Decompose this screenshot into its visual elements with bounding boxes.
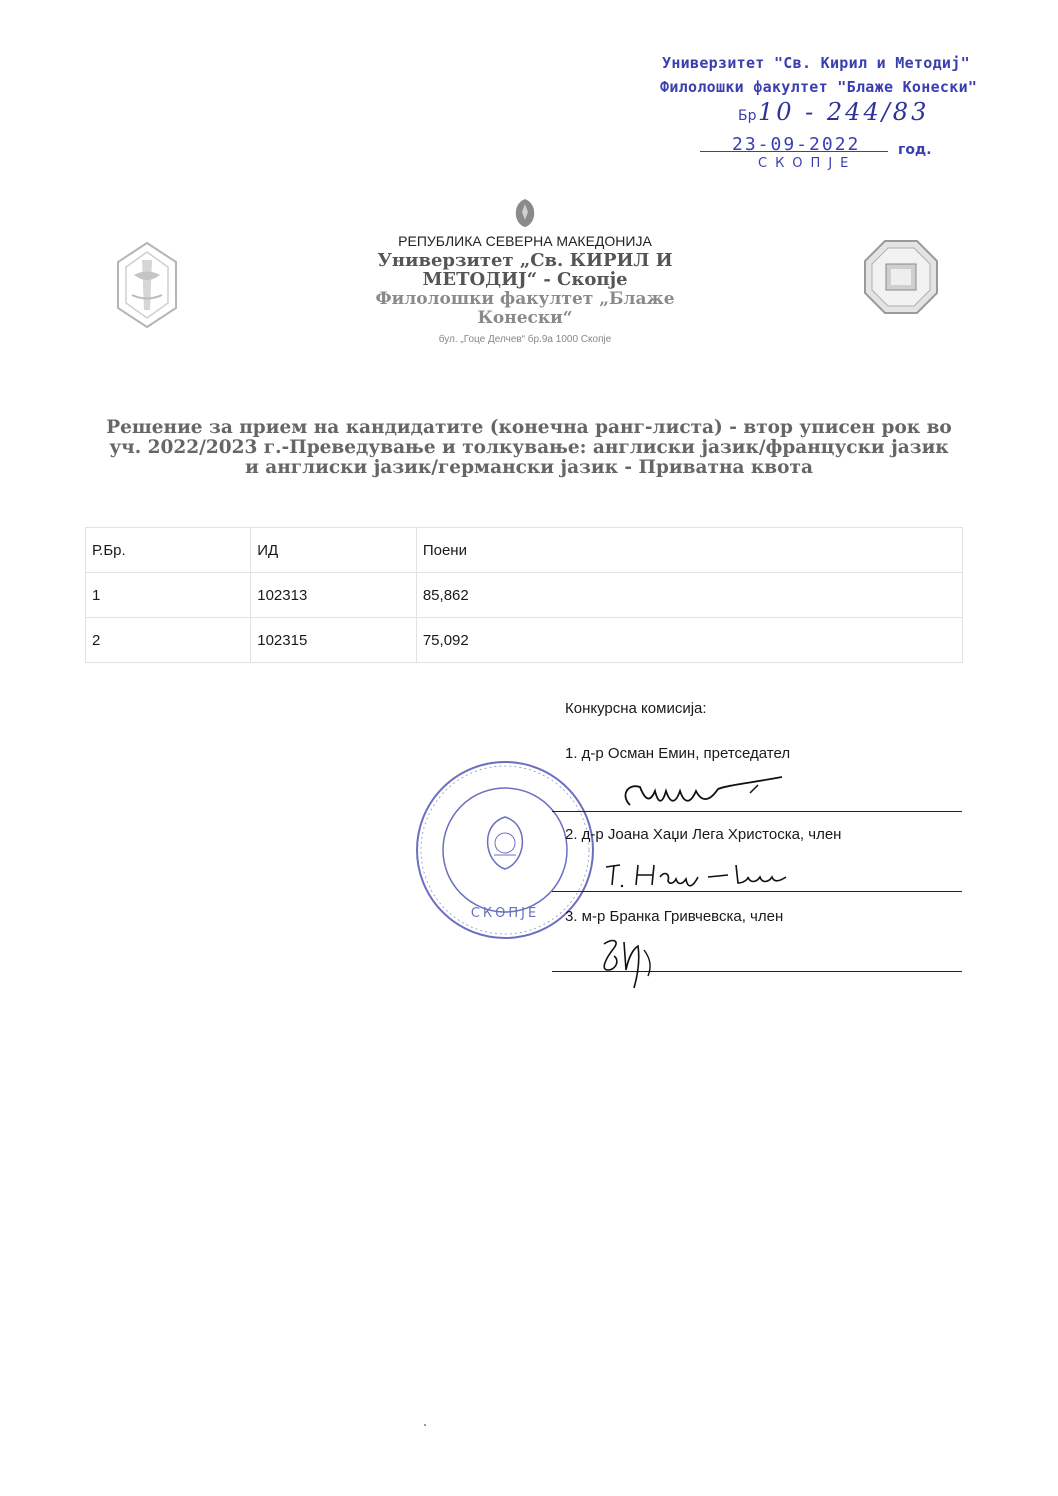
registry-date: 23-09-2022 [732,134,861,155]
column-header-rank: Р.Бр. [86,528,251,573]
ranking-table [85,527,963,663]
committee-title: Конкурсна комисија: [565,700,707,717]
faculty-name: Филолошки факултет „Блаже Конески“ [375,289,675,328]
column-header-id: ИД [251,528,417,573]
registry-year-suffix: год. [898,142,932,158]
registry-stamp [640,48,990,178]
seal-city: СКОПЈЕ [470,906,540,921]
faculty-address: бул. „Гоце Делчев“ бр.9а 1000 Скопје [438,334,612,345]
page-speck [424,1424,426,1426]
signature-3 [594,930,674,990]
registry-number-label: Бр [738,108,757,124]
table-row [86,573,963,618]
cell-points: 75,092 [416,618,962,663]
column-header-points: Поени [416,528,962,573]
signature-2 [598,855,808,895]
signature-1 [600,765,800,815]
university-name: Универзитет „Св. КИРИЛ И МЕТОДИЈ“ - Скопје [377,250,673,290]
faculty-logo [862,238,940,316]
cell-id: 102313 [251,573,417,618]
university-logo [112,240,182,330]
table-header-row [86,528,963,573]
coat-of-arms-icon [513,198,537,228]
registry-number: 10 - 244/83 [758,98,930,126]
cell-id: 102315 [251,618,417,663]
committee-member: 2. д-р Јоана Хаџи Лега Христоска, член [565,826,842,843]
registry-stamp-line2: Филолошки факултет "Блаже Конески" [660,78,978,96]
cell-rank: 2 [86,618,251,663]
cell-rank: 1 [86,573,251,618]
registry-underline [700,151,888,152]
registry-stamp-line1: Универзитет "Св. Кирил и Методиј" [662,54,970,72]
document-title: Решение за прием на кандидатите (конечна ранг-листа) - втор уписен рок во уч. 2022/2023 г.-Преведување и толкување: англиски јазик/француски јазик и англиски јазик/германски јазик - Приватна квота [106,417,952,478]
committee-member: 1. д-р Осман Емин, претседател [565,745,791,762]
letterhead [330,198,720,345]
cell-points: 85,862 [416,573,962,618]
republic-name: РЕПУБЛИКА СЕВЕРНА МАКЕДОНИЈА [398,233,652,249]
table-row [86,618,963,663]
registry-city: СКОПЈЕ [758,156,857,171]
committee-member: 3. м-р Бранка Гривчевска, член [565,908,784,925]
